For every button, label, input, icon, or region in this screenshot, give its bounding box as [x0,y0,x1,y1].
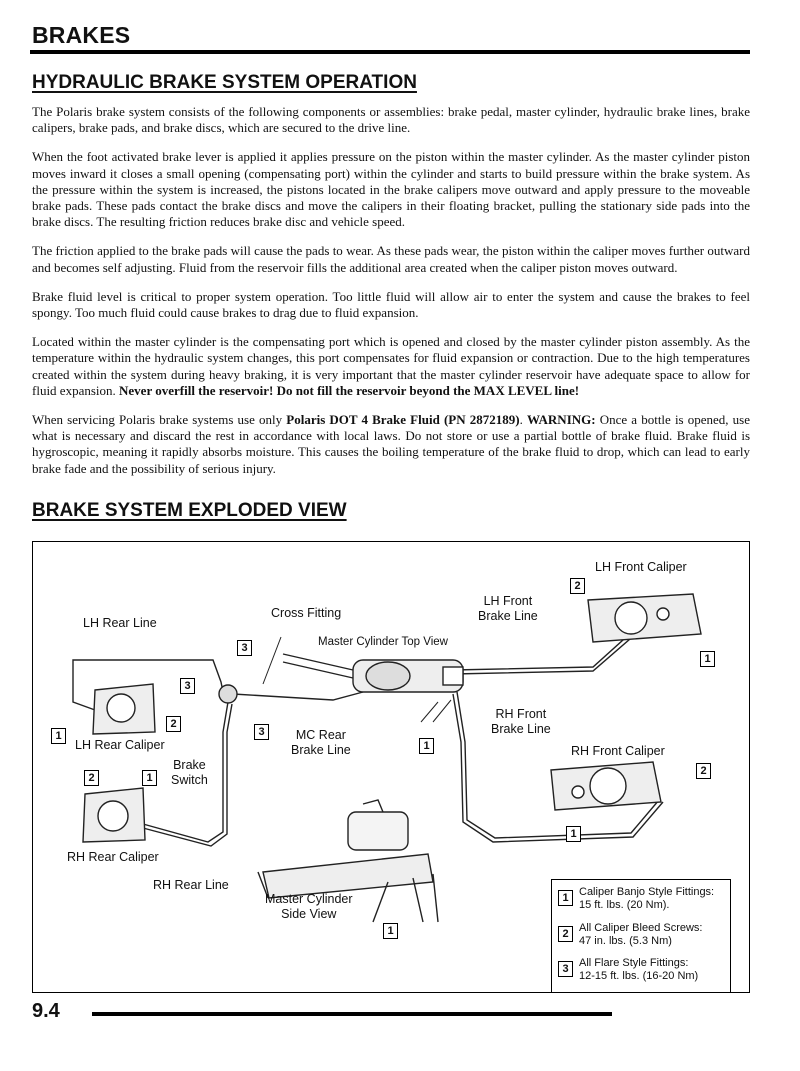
torque-text: All Flare Style Fittings: 12-15 ft. lbs. (16-20 Nm) [579,957,699,982]
torque-row [558,957,698,983]
overfill-warning: Never overfill the reservoir! Do not fill the reservoir beyond the MAX LEVEL line! [119,382,580,398]
chapter-title: BRAKES [32,22,131,48]
torque-num: 2 [558,926,573,942]
label-mc-rear-brake-line: MC Rear Brake Line [291,728,351,757]
label-lh-rear-line: LH Rear Line [83,616,157,630]
warning-label: WARNING: [526,412,596,428]
label-lh-front-brake-line: LH Front Brake Line [478,594,538,623]
callout-1: 1 [419,738,434,754]
paragraph-components: The Polaris brake system consists of the following components or assemblies: brake pedal, master cylinder, hydraulic brake lines, brake calipers, brake pads, and brake discs, which are secured to the drive line. [32,104,750,136]
torque-spec-box [551,879,731,993]
callout-2: 2 [84,770,99,786]
callout-2: 2 [166,716,181,732]
label-mc-side-view: Master Cylinder Side View [265,892,353,921]
servicing-period: . [519,412,523,428]
label-lh-rear-caliper: LH Rear Caliper [75,738,165,752]
callout-3: 3 [180,678,195,694]
label-lh-front-caliper: LH Front Caliper [595,560,687,574]
brake-fluid-part: Polaris DOT 4 Brake Fluid (PN 2872189) [286,412,520,428]
callout-3: 3 [237,640,252,656]
callout-3: 3 [254,724,269,740]
servicing-text-b: Once a bottle is opened, use what is necessary and discard the rest in accordance with local laws. Do not store or use a partial bottle of brake fluid. Brake fluid is hygroscopic, meaning it rapidly absorbs moisture. This causes the boiling temperature of the brake fluid to drop, which can lead to early brake fade and the possibility of serious injury. [32,412,751,476]
label-cross-fitting: Cross Fitting [271,606,342,620]
callout-1: 1 [566,826,581,842]
callout-1: 1 [142,770,157,786]
body-text [32,104,750,490]
mc-rear-brake-line [233,692,363,700]
label-rh-rear-caliper: RH Rear Caliper [67,850,159,864]
page-number: 9.4 [32,1000,60,1022]
paragraph-fluid-level: Brake fluid level is critical to proper system operation. Too little fluid will allow air to enter the system and cause the brakes to feel spongy. Too much fluid could cause brakes to drag due to fluid expansion. [32,288,750,321]
label-rh-front-caliper: RH Front Caliper [571,744,665,758]
section-heading-exploded-view: BRAKE SYSTEM EXPLODED VIEW [32,500,347,521]
torque-num: 3 [558,961,573,977]
callout-2: 2 [570,578,585,594]
torque-row [558,886,714,912]
callout-1: 1 [700,651,715,667]
compensating-port-text: Located within the master cylinder is the compensating port which is opened and closed by the master cylinder piston assembly. As the temperature within the hydraulic system changes, this port compensates for fluid expansion or contraction. Due to the high temperatures created within the system during heavy braking, it is very important that the master cylinder reservoir have adequate space to allow for fluid expansion. [32,334,750,398]
header-rule [30,50,750,54]
torque-text: All Caliper Bleed Screws: 47 in. lbs. (5.3 Nm) [579,922,703,947]
cross-fitting-shape [219,685,237,703]
servicing-text-a: When servicing Polaris brake systems use only [32,412,283,428]
label-brake-switch: Brake Switch [171,758,208,787]
torque-text: Caliper Banjo Style Fittings: 15 ft. lbs. (20 Nm). [579,886,715,911]
section-heading-operation: HYDRAULIC BRAKE SYSTEM OPERATION [32,72,417,93]
paragraph-operation: When the foot activated brake lever is applied it applies pressure on the piston within the master cylinder. As the master cylinder piston moves inward it closes a small opening (compensating port) within the cylinder and starts to build pressure within the brake system. As the pressure within the system is increased, the pistons located in the brake calipers move outward and apply pressure to the moveable brake pads. These pads contact the brake discs and move the calipers in their floating bracket, pulling the stationary side pads into the brake discs. The resulting friction reduces brake disc and vehicle speed. [32,149,750,230]
callout-2: 2 [696,763,711,779]
brake-system-diagram [32,541,750,993]
label-mc-top-view: Master Cylinder Top View [318,636,448,648]
label-rh-rear-line: RH Rear Line [153,878,229,892]
callout-1: 1 [383,923,398,939]
torque-num: 1 [558,890,573,906]
paragraph-servicing [32,412,750,477]
label-rh-front-brake-line: RH Front Brake Line [491,707,551,736]
paragraph-compensating-port [32,334,750,399]
callout-1: 1 [51,728,66,744]
torque-row [558,922,703,948]
paragraph-pad-wear: The friction applied to the brake pads will cause the pads to wear. As these pads wear, the piston within the caliper moves further outward and becomes self adjusting. Fluid from the reservoir fills the additional area created when the caliper piston moves outward. [32,243,750,275]
footer-rule [92,1012,612,1016]
